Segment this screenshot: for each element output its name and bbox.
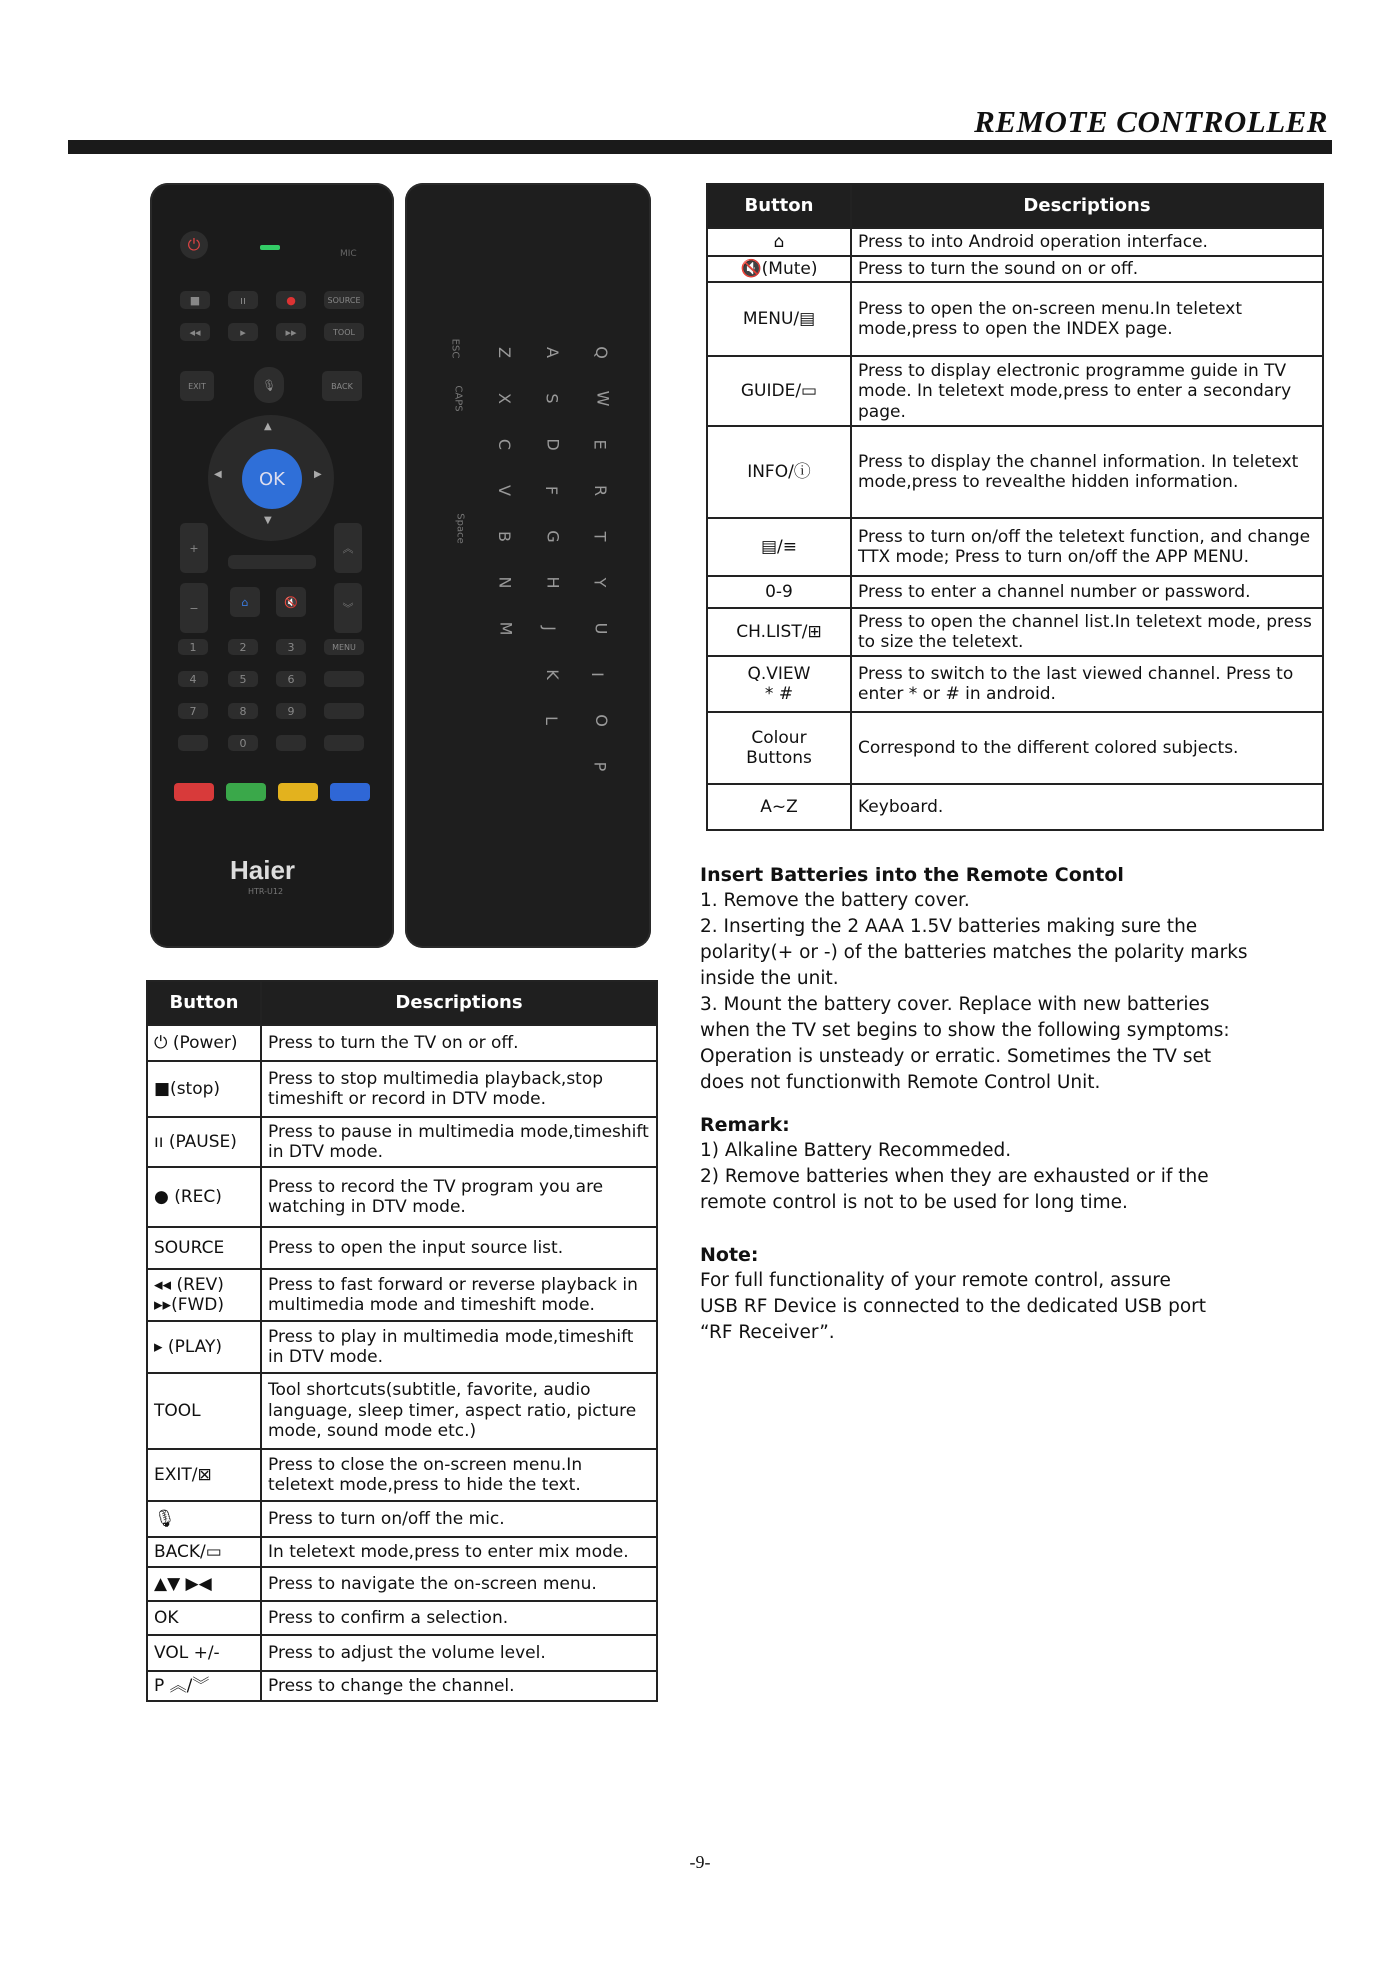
description-cell: Press to into Android operation interface.: [851, 228, 1323, 256]
mute-button-graphic: 🔇: [276, 587, 306, 617]
keyboard-key: I: [587, 672, 607, 677]
table-row: [707, 228, 1323, 256]
table-row: [707, 608, 1323, 656]
table-row: [147, 1061, 657, 1117]
num-key-9: 9: [276, 703, 306, 719]
button-cell: Q.VIEW * #: [707, 656, 851, 712]
keyboard-key: X: [494, 393, 514, 404]
blue-button-graphic: [330, 783, 370, 801]
description-cell: Press to fast forward or reverse playback in multimedia mode and timeshift mode.: [261, 1269, 657, 1321]
stop-button-graphic: ■: [180, 291, 210, 309]
description-cell: Press to close the on-screen menu.In teletext mode,press to hide the text.: [261, 1449, 657, 1501]
description-cell: Press to change the channel.: [261, 1671, 657, 1701]
menu-key: MENU: [324, 639, 364, 655]
record-button-graphic: ●: [276, 291, 306, 309]
button-cell: CH.LIST/⊞: [707, 608, 851, 656]
keyboard-key: J: [539, 626, 559, 631]
keyboard-key: B: [494, 531, 514, 542]
num-key-4: 4: [178, 671, 208, 687]
arrow-down-icon: ▼: [264, 515, 272, 526]
button-cell: OK: [147, 1601, 261, 1635]
fwd-button-graphic: ▸▸: [276, 323, 306, 341]
battery-step-3: 3. Mount the battery cover. Replace with new batteries when the TV set begins to show the following symptoms: Operation is unsteady or erratic. Sometimes the TV set does not functionwith Remote Control Unit.: [700, 994, 1230, 1093]
pause-button-graphic: ıı: [228, 291, 258, 309]
table-row: [147, 1321, 657, 1373]
table-row: [147, 1167, 657, 1227]
note-title: Note:: [700, 1244, 759, 1266]
num-key-8: 8: [228, 703, 258, 719]
table-row: [147, 1501, 657, 1537]
keyboard-key: G: [543, 530, 563, 543]
keyboard-key: E: [590, 439, 610, 450]
table-row: [147, 1227, 657, 1269]
table-row: [147, 1567, 657, 1601]
keyboard-key: P: [590, 761, 610, 772]
vol-down-graphic: −: [180, 583, 208, 633]
table-row: [707, 356, 1323, 426]
description-cell: Tool shortcuts(subtitle, favorite, audio language, sleep timer, aspect ratio, picture mode, sound mode etc.): [261, 1373, 657, 1449]
keyboard-side-label: Space: [454, 513, 466, 544]
table-row: [147, 1601, 657, 1635]
description-cell: Press to enter a channel number or password.: [851, 576, 1323, 608]
description-cell: Press to open the input source list.: [261, 1227, 657, 1269]
table-row: [147, 1025, 657, 1061]
button-cell: ◂◂ (REV) ▸▸(FWD): [147, 1269, 261, 1321]
green-button-graphic: [226, 783, 266, 801]
keyboard-key: A: [542, 347, 562, 358]
num-key-1: 1: [178, 639, 208, 655]
battery-title: Insert Batteries into the Remote Contol: [700, 864, 1124, 886]
remark-line-1: 1) Alkaline Battery Recommeded.: [700, 1140, 1012, 1161]
table-row: [707, 656, 1323, 712]
button-cell: ▤/≡: [707, 518, 851, 576]
play-button-graphic: ▸: [228, 323, 258, 341]
ok-button-graphic: OK: [242, 449, 302, 509]
num-key-2: 2: [228, 639, 258, 655]
table-row: [147, 1373, 657, 1449]
button-cell: A~Z: [707, 784, 851, 830]
description-cell: Press to open the channel list.In teletext mode, press to size the teletext.: [851, 608, 1323, 656]
source-button-graphic: SOURCE: [324, 291, 364, 309]
arrow-right-icon: ▶: [314, 469, 322, 480]
keyboard-key: Y: [590, 577, 610, 588]
button-cell: 🎙: [147, 1501, 261, 1537]
keyboard-key: Z: [494, 347, 514, 358]
table-row: [707, 518, 1323, 576]
button-table-right: [706, 183, 1324, 831]
col-header-descriptions: Descriptions: [851, 184, 1323, 228]
keyboard-key: F: [542, 485, 562, 496]
col-header-descriptions: Descriptions: [261, 981, 657, 1025]
power-button-graphic: ⏻: [180, 231, 208, 259]
button-cell: ▲▼ ▶◀: [147, 1567, 261, 1601]
keyboard-key: L: [541, 716, 561, 725]
button-table-left: [146, 980, 658, 1702]
keyboard-key: T: [590, 531, 610, 542]
keyboard-key: R: [591, 484, 611, 497]
keyboard-key: V: [494, 485, 514, 496]
info-key: [324, 703, 364, 719]
description-cell: Keyboard.: [851, 784, 1323, 830]
keyboard-key: U: [591, 622, 611, 635]
description-cell: Press to adjust the volume level.: [261, 1635, 657, 1671]
teletext-key: [324, 735, 364, 751]
description-cell: Press to display the channel information. In teletext mode,press to revealthe hidden information.: [851, 426, 1323, 518]
button-cell: ⌂: [707, 228, 851, 256]
keyboard-key: O: [591, 714, 611, 727]
keyboard-key: S: [542, 393, 562, 404]
exit-button-graphic: EXIT: [180, 371, 214, 401]
button-cell: VOL +/-: [147, 1635, 261, 1671]
keyboard-key: C: [495, 438, 515, 451]
table-row: [147, 1449, 657, 1501]
table-row: [147, 1671, 657, 1701]
button-cell: Colour Buttons: [707, 712, 851, 784]
qview-key: [178, 735, 208, 751]
button-cell: SOURCE: [147, 1227, 261, 1269]
table-row: [707, 426, 1323, 518]
header-rule: [68, 140, 1332, 154]
arrow-left-icon: ◀: [214, 469, 222, 480]
description-cell: Press to stop multimedia playback,stop timeshift or record in DTV mode.: [261, 1061, 657, 1117]
description-cell: In teletext mode,press to enter mix mode.: [261, 1537, 657, 1567]
keyboard-key: M: [496, 621, 516, 636]
brand-logo: Haier: [230, 855, 296, 885]
button-cell: ● (REC): [147, 1167, 261, 1227]
description-cell: Press to display electronic programme guide in TV mode. In teletext mode,press to enter a secondary page.: [851, 356, 1323, 426]
button-cell: MENU/▤: [707, 282, 851, 356]
remark-title: Remark:: [700, 1114, 790, 1136]
remark-line-2: 2) Remove batteries when they are exhausted or if the remote control is not to be used for long time.: [700, 1166, 1209, 1213]
tool-button-graphic: TOOL: [324, 323, 364, 341]
table-row: [707, 712, 1323, 784]
ch-down-graphic: ︾: [334, 583, 362, 633]
num-key-5: 5: [228, 671, 258, 687]
button-cell: BACK/▭: [147, 1537, 261, 1567]
arrow-up-icon: ▲: [264, 421, 272, 432]
yellow-button-graphic: [278, 783, 318, 801]
description-cell: Press to turn on/off the mic.: [261, 1501, 657, 1537]
chlist-key: [276, 735, 306, 751]
num-key-3: 3: [276, 639, 306, 655]
remote-keyboard-image: [405, 183, 651, 948]
table-row: [707, 576, 1323, 608]
keyboard-key: K: [542, 669, 562, 680]
note-text: For full functionality of your remote control, assure USB RF Device is connected to the dedicated USB port “RF Receiver”.: [700, 1270, 1207, 1343]
table-row: [147, 1537, 657, 1567]
button-cell: TOOL: [147, 1373, 261, 1449]
description-cell: Press to pause in multimedia mode,timeshift in DTV mode.: [261, 1117, 657, 1167]
table-row: [707, 784, 1323, 830]
model-label: HTR-U12: [248, 887, 284, 896]
ch-up-graphic: ︽: [334, 523, 362, 573]
mic-button-graphic: 🎙: [254, 367, 284, 403]
keyboard-side-label: CAPS: [452, 385, 464, 412]
remark-section: [700, 1112, 1260, 1216]
description-cell: Press to turn the TV on or off.: [261, 1025, 657, 1061]
col-header-button: Button: [147, 981, 261, 1025]
rev-button-graphic: ◂◂: [180, 323, 210, 341]
description-cell: Press to switch to the last viewed channel. Press to enter * or # in android.: [851, 656, 1323, 712]
keyboard-side-label: ESC: [449, 338, 461, 359]
button-cell: ▸ (PLAY): [147, 1321, 261, 1373]
page-title: REMOTE CONTROLLER: [974, 104, 1328, 139]
button-cell: ■(stop): [147, 1061, 261, 1117]
keyboard-key: Q: [591, 346, 611, 359]
remote-front-image: [150, 183, 394, 948]
button-cell: INFO/ⓘ: [707, 426, 851, 518]
description-cell: Press to record the TV program you are watching in DTV mode.: [261, 1167, 657, 1227]
center-bar-graphic: [228, 555, 316, 569]
back-button-graphic: BACK: [322, 371, 362, 401]
description-cell: Correspond to the different colored subjects.: [851, 712, 1323, 784]
vol-up-graphic: +: [180, 523, 208, 573]
description-cell: Press to turn on/off the teletext function, and change TTX mode; Press to turn on/off the APP MENU.: [851, 518, 1323, 576]
num-key-6: 6: [276, 671, 306, 687]
mic-label: MIC: [340, 249, 357, 259]
guide-key: [324, 671, 364, 687]
battery-step-1: 1. Remove the battery cover.: [700, 890, 970, 911]
battery-section: [700, 862, 1260, 1096]
button-cell: 0-9: [707, 576, 851, 608]
button-cell: EXIT/⊠: [147, 1449, 261, 1501]
description-cell: Press to confirm a selection.: [261, 1601, 657, 1635]
keyboard-key: H: [543, 576, 563, 589]
description-cell: Press to navigate the on-screen menu.: [261, 1567, 657, 1601]
button-cell: GUIDE/▭: [707, 356, 851, 426]
num-key-7: 7: [178, 703, 208, 719]
page-number: -9-: [689, 1852, 711, 1872]
keyboard-key: W: [593, 390, 613, 407]
note-section: [700, 1242, 1210, 1346]
description-cell: Press to open the on-screen menu.In teletext mode,press to open the INDEX page.: [851, 282, 1323, 356]
battery-step-2: 2. Inserting the 2 AAA 1.5V batteries making sure the polarity(+ or -) of the batteries matches the polarity marks inside the unit.: [700, 916, 1248, 989]
keyboard-key: N: [495, 576, 515, 589]
table-row: [147, 1117, 657, 1167]
table-row: [147, 1269, 657, 1321]
description-cell: Press to play in multimedia mode,timeshift in DTV mode.: [261, 1321, 657, 1373]
led-indicator: [260, 245, 280, 250]
red-button-graphic: [174, 783, 214, 801]
keyboard-key: D: [543, 438, 563, 451]
button-cell: P ︽/︾: [147, 1671, 261, 1701]
button-cell: ⏻ (Power): [147, 1025, 261, 1061]
col-header-button: Button: [707, 184, 851, 228]
table-row: [147, 1635, 657, 1671]
num-key-0: 0: [228, 735, 258, 751]
button-cell: ıı (PAUSE): [147, 1117, 261, 1167]
button-cell: 🔇(Mute): [707, 256, 851, 282]
table-row: [707, 282, 1323, 356]
description-cell: Press to turn the sound on or off.: [851, 256, 1323, 282]
home-button-graphic: ⌂: [230, 587, 260, 617]
table-row: [707, 256, 1323, 282]
